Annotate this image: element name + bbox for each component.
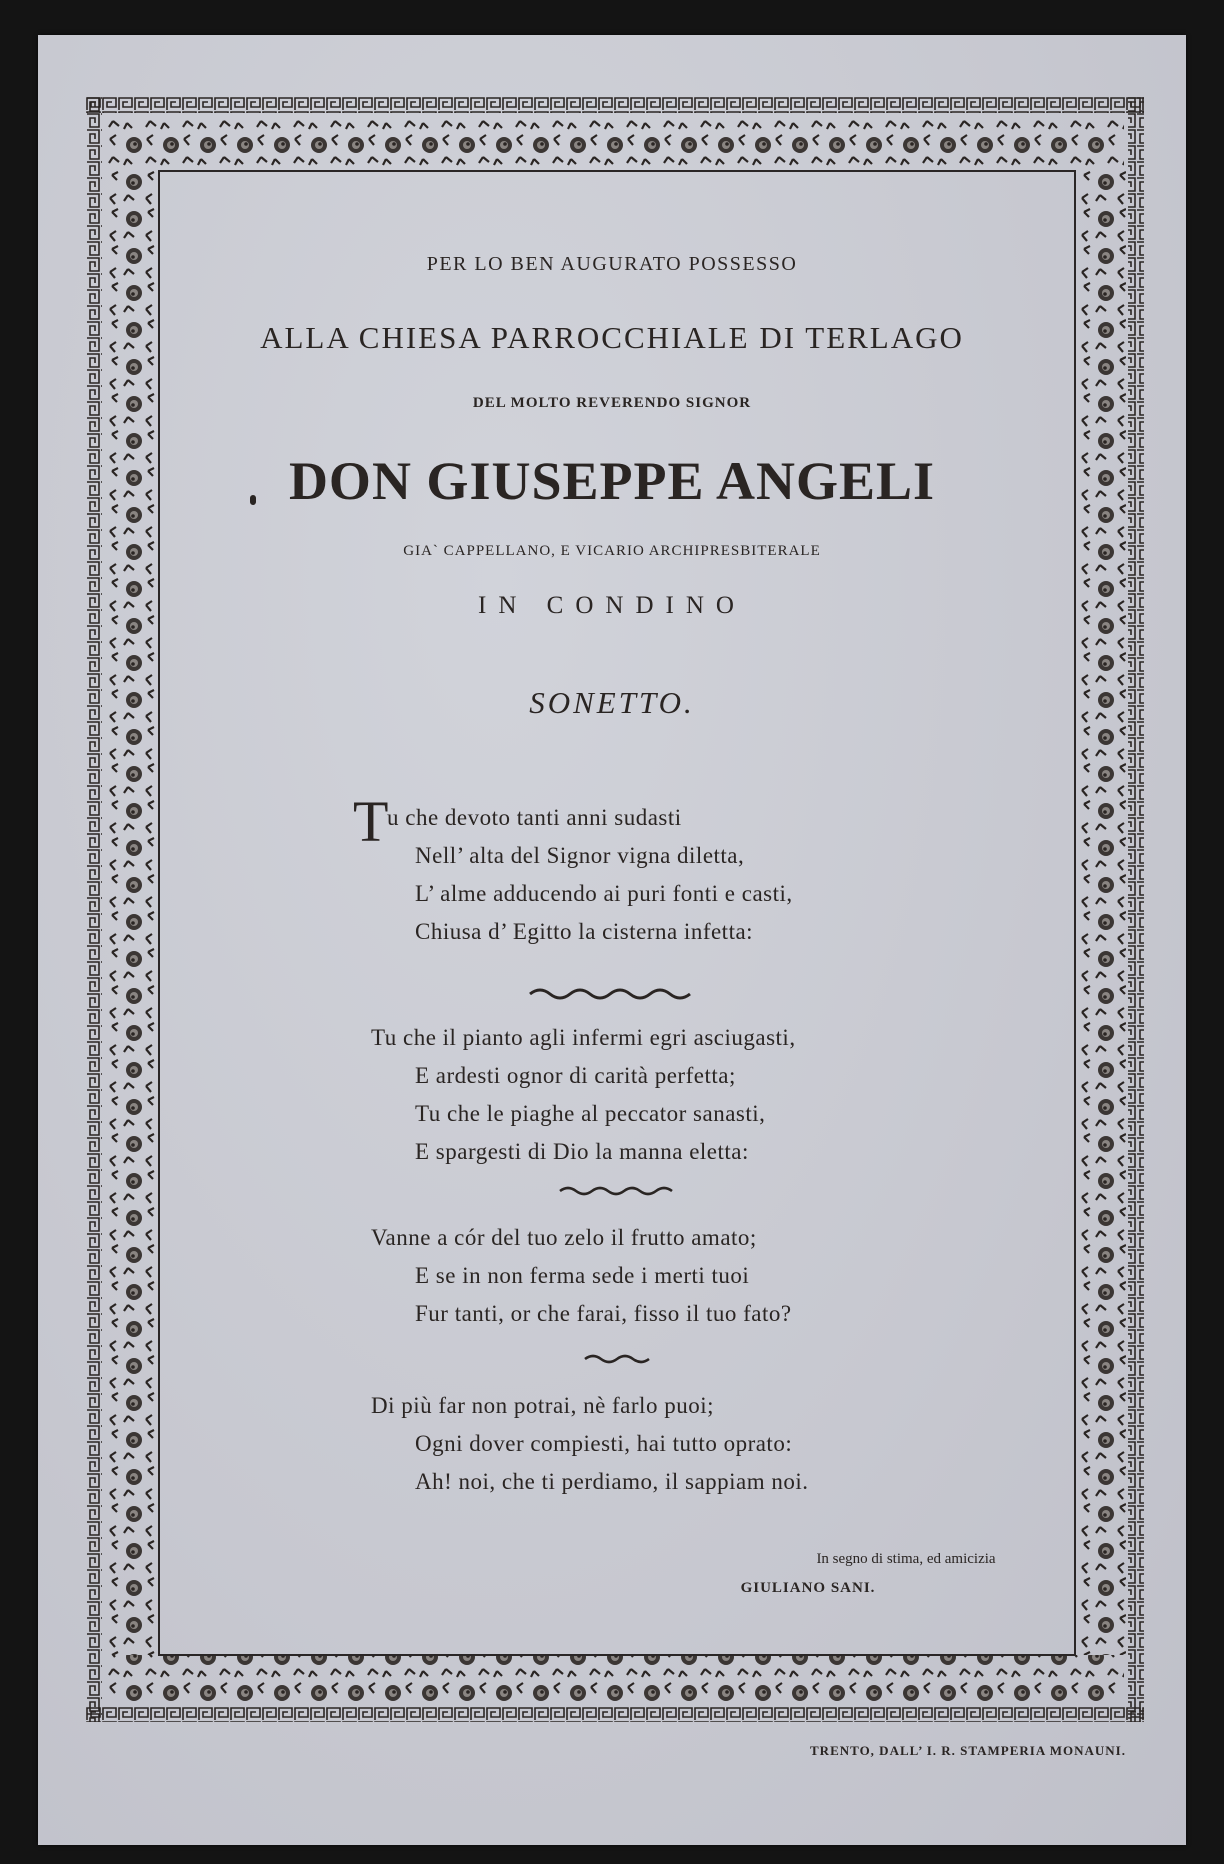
honoree-role: GIA` CAPPELLANO, E VICARIO ARCHIPRESBITERALE — [403, 543, 821, 559]
heading-line-3: DEL MOLTO REVERENDO SIGNOR — [472, 395, 752, 411]
broadside-sheet — [38, 35, 1186, 1845]
poem-line: E ardesti ognor di carità perfetta; — [415, 1063, 736, 1088]
author-name: GIULIANO SANI. — [740, 1580, 876, 1596]
drop-cap: T — [353, 789, 389, 854]
poem-line: E spargesti di Dio la manna eletta: — [415, 1139, 749, 1164]
place-name: IN CONDINO — [478, 592, 746, 619]
stanza-divider — [558, 1185, 678, 1197]
honoree-name: DON GIUSEPPE ANGELI — [288, 451, 936, 511]
poem-line: E se in non ferma sede i merti tuoi — [415, 1263, 750, 1288]
poem-line: Fur tanti, or che farai, fisso il tuo fato? — [415, 1301, 792, 1326]
poem-line: Di più far non potrai, nè farlo puoi; — [371, 1393, 714, 1418]
printer-imprint: TRENTO, DALL’ I. R. STAMPERIA MONAUNI. — [810, 1743, 1126, 1758]
heading-line-2: ALLA CHIESA PARROCCHIALE DI TERLAGO — [260, 320, 964, 355]
dedication-line — [38, 1551, 1186, 1568]
poem-line: Vanne a cór del tuo zelo il frutto amato; — [371, 1225, 757, 1250]
poem-line: Ah! noi, che ti perdiamo, il sappiam noi. — [415, 1469, 809, 1494]
heading-line-1: PER LO BEN AUGURATO POSSESSO — [426, 253, 798, 275]
poem-line: Nell’ alta del Signor vigna diletta, — [415, 843, 745, 868]
stanza-divider — [583, 1353, 663, 1365]
poem-line: u che devoto tanti anni sudasti — [387, 805, 682, 830]
poem-title: SONETTO. — [529, 685, 695, 720]
poem-line: Tu che le piaghe al peccator sanasti, — [415, 1101, 766, 1126]
poem-line: Tu che il pianto agli infermi egri asciugasti, — [371, 1025, 796, 1050]
poem-line: L’ alme adducendo ai puri fonti e casti, — [415, 881, 793, 906]
dedication-text: In segno di stima, ed amicizia — [816, 1551, 996, 1567]
stanza-divider — [528, 987, 698, 1001]
poem-line: Ogni dover compiesti, hai tutto oprato: — [415, 1431, 793, 1456]
poem-line: Chiusa d’ Egitto la cisterna infetta: — [415, 919, 754, 944]
